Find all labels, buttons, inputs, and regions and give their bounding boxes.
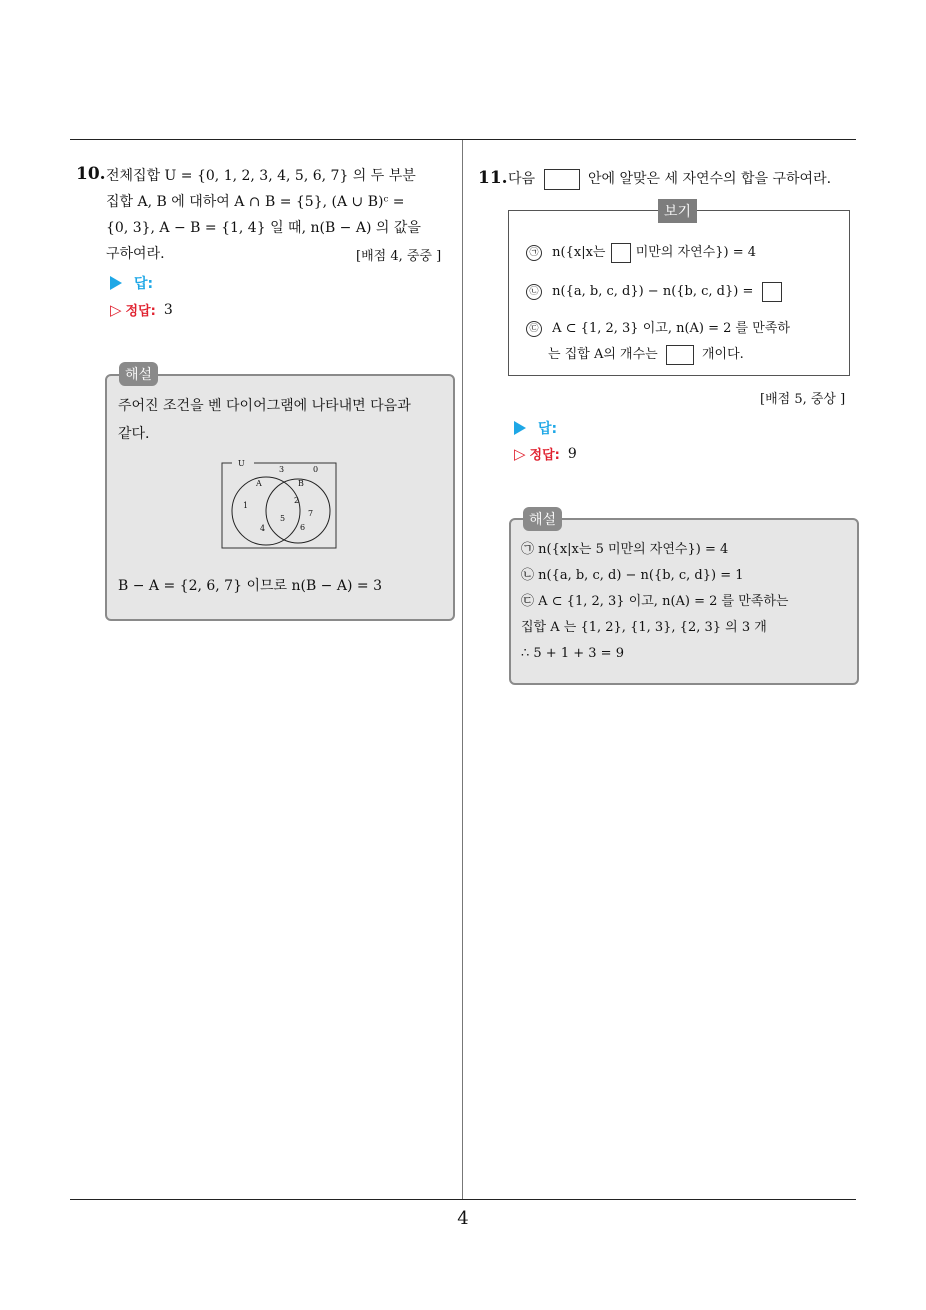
venn-intersection-element: 5 bbox=[280, 514, 286, 523]
venn-b-only-element: 6 bbox=[300, 523, 306, 532]
q11-text-before: 다음 bbox=[508, 171, 536, 187]
venn-label-u: U bbox=[238, 459, 245, 468]
q11-answer-label: 답: bbox=[538, 421, 558, 437]
q11-bogi-item-3-cont bbox=[548, 342, 744, 368]
q10-explanation-line: 같다. bbox=[118, 426, 150, 442]
q10-correct-value: 3 bbox=[163, 301, 173, 318]
q11-item3-line2-post: 개이다. bbox=[701, 347, 744, 362]
column-divider bbox=[462, 140, 463, 1200]
q11-explanation-line: ㉡ n({a, b, c, d) − n({b, c, d}) = 1 bbox=[521, 568, 744, 583]
triangle-outline-icon: ▷ bbox=[110, 300, 122, 319]
venn-diagram bbox=[218, 456, 342, 554]
q11-bogi-tag: 보기 bbox=[658, 199, 697, 223]
q10-correct-row bbox=[110, 300, 173, 319]
circled-label-icon: ㉡ bbox=[526, 284, 542, 300]
blank-box bbox=[762, 282, 782, 302]
circled-label-icon: ㉢ bbox=[526, 321, 542, 337]
top-rule bbox=[70, 139, 856, 140]
play-icon bbox=[110, 276, 122, 290]
page-number: 4 bbox=[457, 1208, 469, 1229]
q11-explanation-line: 집합 A 는 {1, 2}, {1, 3}, {2, 3} 의 3 개 bbox=[521, 620, 767, 635]
q11-explanation-line: ㉠ n({x|x는 5 미만의 자연수}) = 4 bbox=[521, 542, 729, 557]
q11-explanation-line: ∴ 5 + 1 + 3 = 9 bbox=[521, 646, 624, 661]
q11-explanation-tag: 해설 bbox=[523, 507, 562, 531]
q10-line: {0, 3}, A − B = {1, 4} 일 때, n(B − A) 의 값을 bbox=[106, 220, 421, 236]
q11-item2-pre: n({a, b, c, d}) − n({b, c, d}) = bbox=[552, 284, 754, 299]
q10-explanation-line: 주어진 조건을 벤 다이어그램에 나타내면 다음과 bbox=[118, 398, 411, 414]
bottom-rule bbox=[70, 1199, 856, 1200]
blank-box bbox=[611, 243, 631, 263]
q11-bogi-item-3 bbox=[526, 316, 790, 342]
venn-circle-b bbox=[266, 479, 330, 543]
triangle-outline-icon: ▷ bbox=[514, 444, 526, 463]
q11-correct-value: 9 bbox=[567, 445, 577, 462]
q10-explanation-final: B − A = {2, 6, 7} 이므로 n(B − A) = 3 bbox=[118, 578, 382, 594]
q11-bogi-item-2 bbox=[526, 279, 782, 305]
venn-outside-element: 3 bbox=[279, 465, 285, 474]
q10-number: 10. bbox=[76, 164, 106, 184]
play-icon bbox=[514, 421, 526, 435]
venn-label-b: B bbox=[298, 479, 304, 488]
venn-b-only-element: 2 bbox=[294, 496, 300, 505]
blank-box bbox=[666, 345, 694, 365]
q10-line: 집합 A, B 에 대하여 A ∩ B = {5}, (A ∪ B)ᶜ = bbox=[106, 194, 405, 210]
q11-explanation-text bbox=[521, 537, 851, 667]
venn-b-only-element: 7 bbox=[308, 509, 314, 518]
q10-correct-label: 정답: bbox=[125, 304, 156, 319]
q10-answer-label: 답: bbox=[134, 276, 154, 292]
circled-label-icon: ㉠ bbox=[526, 245, 542, 261]
venn-label-a: A bbox=[256, 479, 262, 488]
q10-line: 구하여라. bbox=[106, 246, 165, 262]
q10-score-meta: [배점 4, 중중 ] bbox=[356, 249, 442, 264]
q11-question-text bbox=[508, 166, 831, 192]
q11-score-meta: [배점 5, 중상 ] bbox=[760, 392, 846, 407]
q10-explanation-tag: 해설 bbox=[119, 362, 158, 386]
q11-item1-pre: n({x|x는 bbox=[552, 245, 606, 260]
q11-item1-post: 미만의 자연수}) = 4 bbox=[635, 245, 757, 260]
q11-correct-label: 정답: bbox=[529, 448, 560, 463]
venn-outside-element: 0 bbox=[313, 465, 319, 474]
q11-explanation-line: ㉢ A ⊂ {1, 2, 3} 이고, n(A) = 2 를 만족하는 bbox=[521, 594, 789, 609]
q11-bogi-item-1 bbox=[526, 240, 756, 266]
q11-number: 11. bbox=[478, 168, 508, 188]
blank-box bbox=[544, 169, 580, 190]
venn-a-only-element: 1 bbox=[243, 501, 249, 510]
q11-item3-line1: A ⊂ {1, 2, 3} 이고, n(A) = 2 를 만족하 bbox=[552, 321, 790, 336]
q10-answer-row bbox=[110, 273, 153, 293]
q10-line: 전체집합 U = {0, 1, 2, 3, 4, 5, 6, 7} 의 두 부분 bbox=[106, 168, 416, 184]
q10-explanation-text bbox=[118, 392, 448, 448]
q11-answer-row bbox=[514, 418, 557, 438]
q11-correct-row bbox=[514, 444, 577, 463]
q11-item3-line2-pre: 는 집합 A의 개수는 bbox=[548, 347, 658, 362]
q11-text-after: 안에 알맞은 세 자연수의 합을 구하여라. bbox=[587, 171, 832, 187]
venn-a-only-element: 4 bbox=[260, 524, 266, 533]
